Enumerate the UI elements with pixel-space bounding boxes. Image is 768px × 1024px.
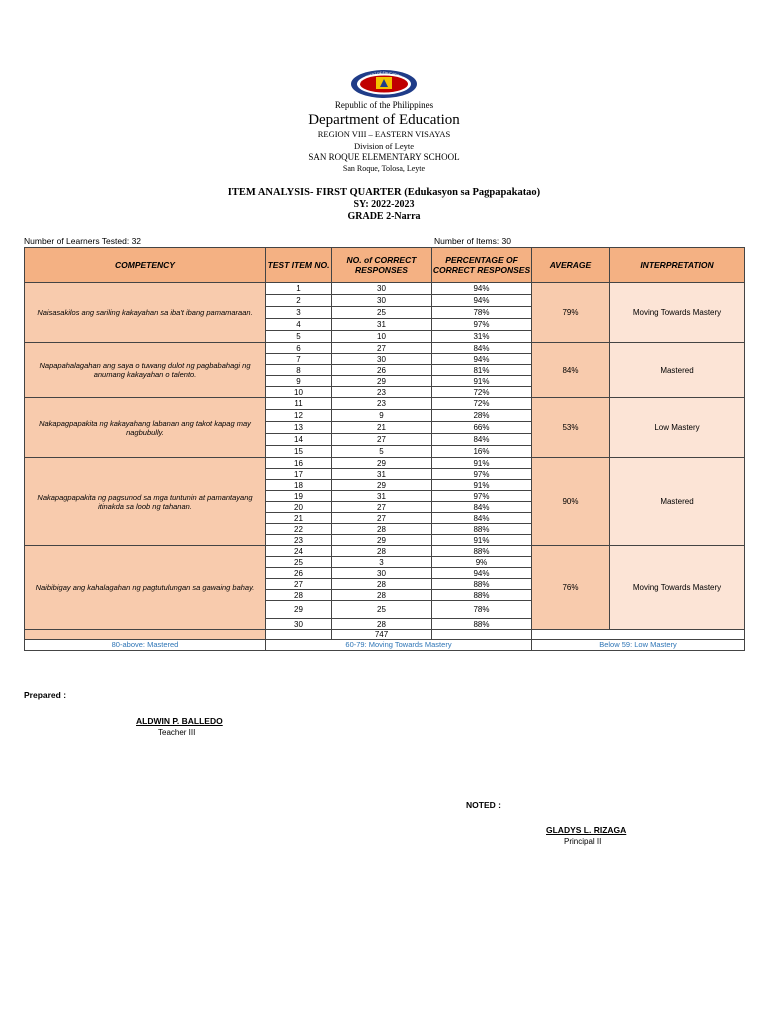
test-item-no-cell: 27 [266, 579, 332, 590]
percentage-cell: 88% [432, 619, 532, 630]
correct-responses-cell: 9 [332, 410, 432, 422]
test-item-no-cell: 22 [266, 524, 332, 535]
total-correct-cell: 747 [332, 630, 432, 640]
test-item-no-cell: 16 [266, 458, 332, 469]
number-of-items: Number of Items: 30 [434, 236, 512, 246]
correct-responses-cell: 29 [332, 376, 432, 387]
percentage-cell: 31% [432, 331, 532, 343]
test-item-no-cell: 29 [266, 601, 332, 619]
table-row [25, 283, 745, 295]
correct-responses-cell: 10 [332, 331, 432, 343]
correct-responses-cell: 28 [332, 579, 432, 590]
percentage-cell: 97% [432, 469, 532, 480]
header-competency: COMPETENCY [25, 248, 266, 283]
percentage-cell: 91% [432, 376, 532, 387]
total-row [25, 630, 745, 640]
test-item-no-cell: 11 [266, 398, 332, 410]
percentage-cell: 94% [432, 295, 532, 307]
correct-responses-cell: 21 [332, 422, 432, 434]
prepared-by-position: Teacher III [158, 728, 196, 737]
correct-responses-cell: 28 [332, 524, 432, 535]
percentage-cell: 88% [432, 590, 532, 601]
competency-cell: Naibibigay ang kahalagahan ng pagtutulungan sa gawaing bahay. [25, 546, 266, 630]
test-item-no-cell: 14 [266, 434, 332, 446]
percentage-cell: 88% [432, 579, 532, 590]
interpretation-cell: Mastered [610, 458, 745, 546]
test-item-no-cell: 5 [266, 331, 332, 343]
test-item-no-cell: 18 [266, 480, 332, 491]
test-item-no-cell: 12 [266, 410, 332, 422]
correct-responses-cell: 23 [332, 398, 432, 410]
percentage-cell: 9% [432, 557, 532, 568]
correct-responses-cell: 27 [332, 434, 432, 446]
percentage-cell: 91% [432, 458, 532, 469]
table-row [25, 546, 745, 557]
legend-cell: Below 59: Low Mastery [532, 640, 745, 651]
total-empty-cell [532, 630, 745, 640]
prepared-by-name: ALDWIN P. BALLEDO [136, 716, 223, 726]
test-item-no-cell: 21 [266, 513, 332, 524]
correct-responses-cell: 28 [332, 590, 432, 601]
average-cell: 53% [532, 398, 610, 458]
correct-responses-cell: 31 [332, 319, 432, 331]
test-item-no-cell: 20 [266, 502, 332, 513]
percentage-cell: 88% [432, 546, 532, 557]
correct-responses-cell: 30 [332, 295, 432, 307]
test-item-no-cell: 6 [266, 343, 332, 354]
correct-responses-cell: 27 [332, 513, 432, 524]
percentage-cell: 84% [432, 513, 532, 524]
region-text: REGION VIII – EASTERN VISAYAS [317, 129, 451, 139]
test-item-no-cell: 23 [266, 535, 332, 546]
percentage-cell: 84% [432, 343, 532, 354]
table-header-row [25, 248, 745, 283]
school-address: San Roque, Tolosa, Leyte [342, 164, 426, 173]
report-title: ITEM ANALYSIS- FIRST QUARTER (Edukasyon sa Pagpapakatao) [227, 187, 541, 198]
test-item-no-cell: 3 [266, 307, 332, 319]
noted-by-position: Principal II [564, 837, 602, 846]
interpretation-cell: Low Mastery [610, 398, 745, 458]
correct-responses-cell: 25 [332, 307, 432, 319]
average-cell: 90% [532, 458, 610, 546]
table-row [25, 458, 745, 469]
test-item-no-cell: 2 [266, 295, 332, 307]
school-year: SY: 2022-2023 [353, 199, 415, 210]
header-correct-responses: NO. of CORRECT RESPONSES [332, 248, 432, 283]
test-item-no-cell: 24 [266, 546, 332, 557]
test-item-no-cell: 26 [266, 568, 332, 579]
legend-cell: 60-79: Moving Towards Mastery [266, 640, 532, 651]
interpretation-cell: Moving Towards Mastery [610, 283, 745, 343]
seal-text: DEPARTMENT OF EDUCATION [356, 70, 403, 87]
table-row [25, 398, 745, 410]
total-empty-cell [432, 630, 532, 640]
grade-section: GRADE 2-Narra [347, 211, 421, 222]
test-item-no-cell: 15 [266, 446, 332, 458]
legend-cell: 80-above: Mastered [25, 640, 266, 651]
correct-responses-cell: 28 [332, 546, 432, 557]
correct-responses-cell: 26 [332, 365, 432, 376]
test-item-no-cell: 25 [266, 557, 332, 568]
correct-responses-cell: 30 [332, 354, 432, 365]
header-percentage: PERCENTAGE OF CORRECT RESPONSES [432, 248, 532, 283]
total-empty-cell [25, 630, 266, 640]
percentage-cell: 78% [432, 601, 532, 619]
test-item-no-cell: 13 [266, 422, 332, 434]
average-cell: 79% [532, 283, 610, 343]
percentage-cell: 94% [432, 283, 532, 295]
percentage-cell: 78% [432, 307, 532, 319]
test-item-no-cell: 17 [266, 469, 332, 480]
percentage-cell: 84% [432, 502, 532, 513]
average-cell: 76% [532, 546, 610, 630]
division-text: Division of Leyte [354, 141, 414, 151]
noted-label: NOTED : [466, 800, 501, 810]
percentage-cell: 91% [432, 535, 532, 546]
correct-responses-cell: 3 [332, 557, 432, 568]
percentage-cell: 81% [432, 365, 532, 376]
percentage-cell: 66% [432, 422, 532, 434]
noted-by-name: GLADYS L. RIZAGA [546, 825, 627, 835]
competency-cell: Nakapagpapakita ng pagsunod sa mga tuntunin at pamantayang itinakda sa loob ng tahanan. [25, 458, 266, 546]
prepared-label: Prepared : [24, 690, 67, 700]
header-average: AVERAGE [532, 248, 610, 283]
percentage-cell: 94% [432, 568, 532, 579]
correct-responses-cell: 29 [332, 480, 432, 491]
competency-cell: Napapahalagahan ang saya o tuwang dulot ng pagbabahagi ng anumang kakayahan o talento. [25, 343, 266, 398]
correct-responses-cell: 25 [332, 601, 432, 619]
percentage-cell: 88% [432, 524, 532, 535]
correct-responses-cell: 23 [332, 387, 432, 398]
correct-responses-cell: 31 [332, 491, 432, 502]
test-item-no-cell: 19 [266, 491, 332, 502]
item-analysis-table [24, 247, 745, 651]
test-item-no-cell: 10 [266, 387, 332, 398]
correct-responses-cell: 27 [332, 502, 432, 513]
percentage-cell: 72% [432, 398, 532, 410]
legend-row [25, 640, 745, 651]
school-name: SAN ROQUE ELEMENTARY SCHOOL [308, 152, 460, 162]
percentage-cell: 94% [432, 354, 532, 365]
correct-responses-cell: 31 [332, 469, 432, 480]
correct-responses-cell: 29 [332, 458, 432, 469]
average-cell: 84% [532, 343, 610, 398]
percentage-cell: 72% [432, 387, 532, 398]
percentage-cell: 91% [432, 480, 532, 491]
table-row [25, 343, 745, 354]
header-interpretation: INTERPRETATION [610, 248, 745, 283]
learners-tested: Number of Learners Tested: 32 [24, 236, 142, 246]
correct-responses-cell: 30 [332, 283, 432, 295]
competency-cell: Naisasakilos ang sariling kakayahan sa iba't ibang pamamaraan. [25, 283, 266, 343]
test-item-no-cell: 1 [266, 283, 332, 295]
correct-responses-cell: 5 [332, 446, 432, 458]
test-item-no-cell: 7 [266, 354, 332, 365]
department-title: Department of Education [308, 112, 460, 128]
test-item-no-cell: 8 [266, 365, 332, 376]
republic-text: Republic of the Philippines [334, 100, 434, 110]
test-item-no-cell: 4 [266, 319, 332, 331]
correct-responses-cell: 27 [332, 343, 432, 354]
correct-responses-cell: 29 [332, 535, 432, 546]
interpretation-cell: Mastered [610, 343, 745, 398]
percentage-cell: 97% [432, 491, 532, 502]
percentage-cell: 97% [432, 319, 532, 331]
competency-cell: Nakapagpapakita ng kakayahang labanan ang takot kapag may nagbubully. [25, 398, 266, 458]
deped-seal-logo [350, 68, 418, 98]
test-item-no-cell: 28 [266, 590, 332, 601]
total-empty-cell [266, 630, 332, 640]
test-item-no-cell: 30 [266, 619, 332, 630]
interpretation-cell: Moving Towards Mastery [610, 546, 745, 630]
test-item-no-cell: 9 [266, 376, 332, 387]
header-test-item-no: TEST ITEM NO. [266, 248, 332, 283]
percentage-cell: 28% [432, 410, 532, 422]
percentage-cell: 16% [432, 446, 532, 458]
correct-responses-cell: 30 [332, 568, 432, 579]
percentage-cell: 84% [432, 434, 532, 446]
correct-responses-cell: 28 [332, 619, 432, 630]
